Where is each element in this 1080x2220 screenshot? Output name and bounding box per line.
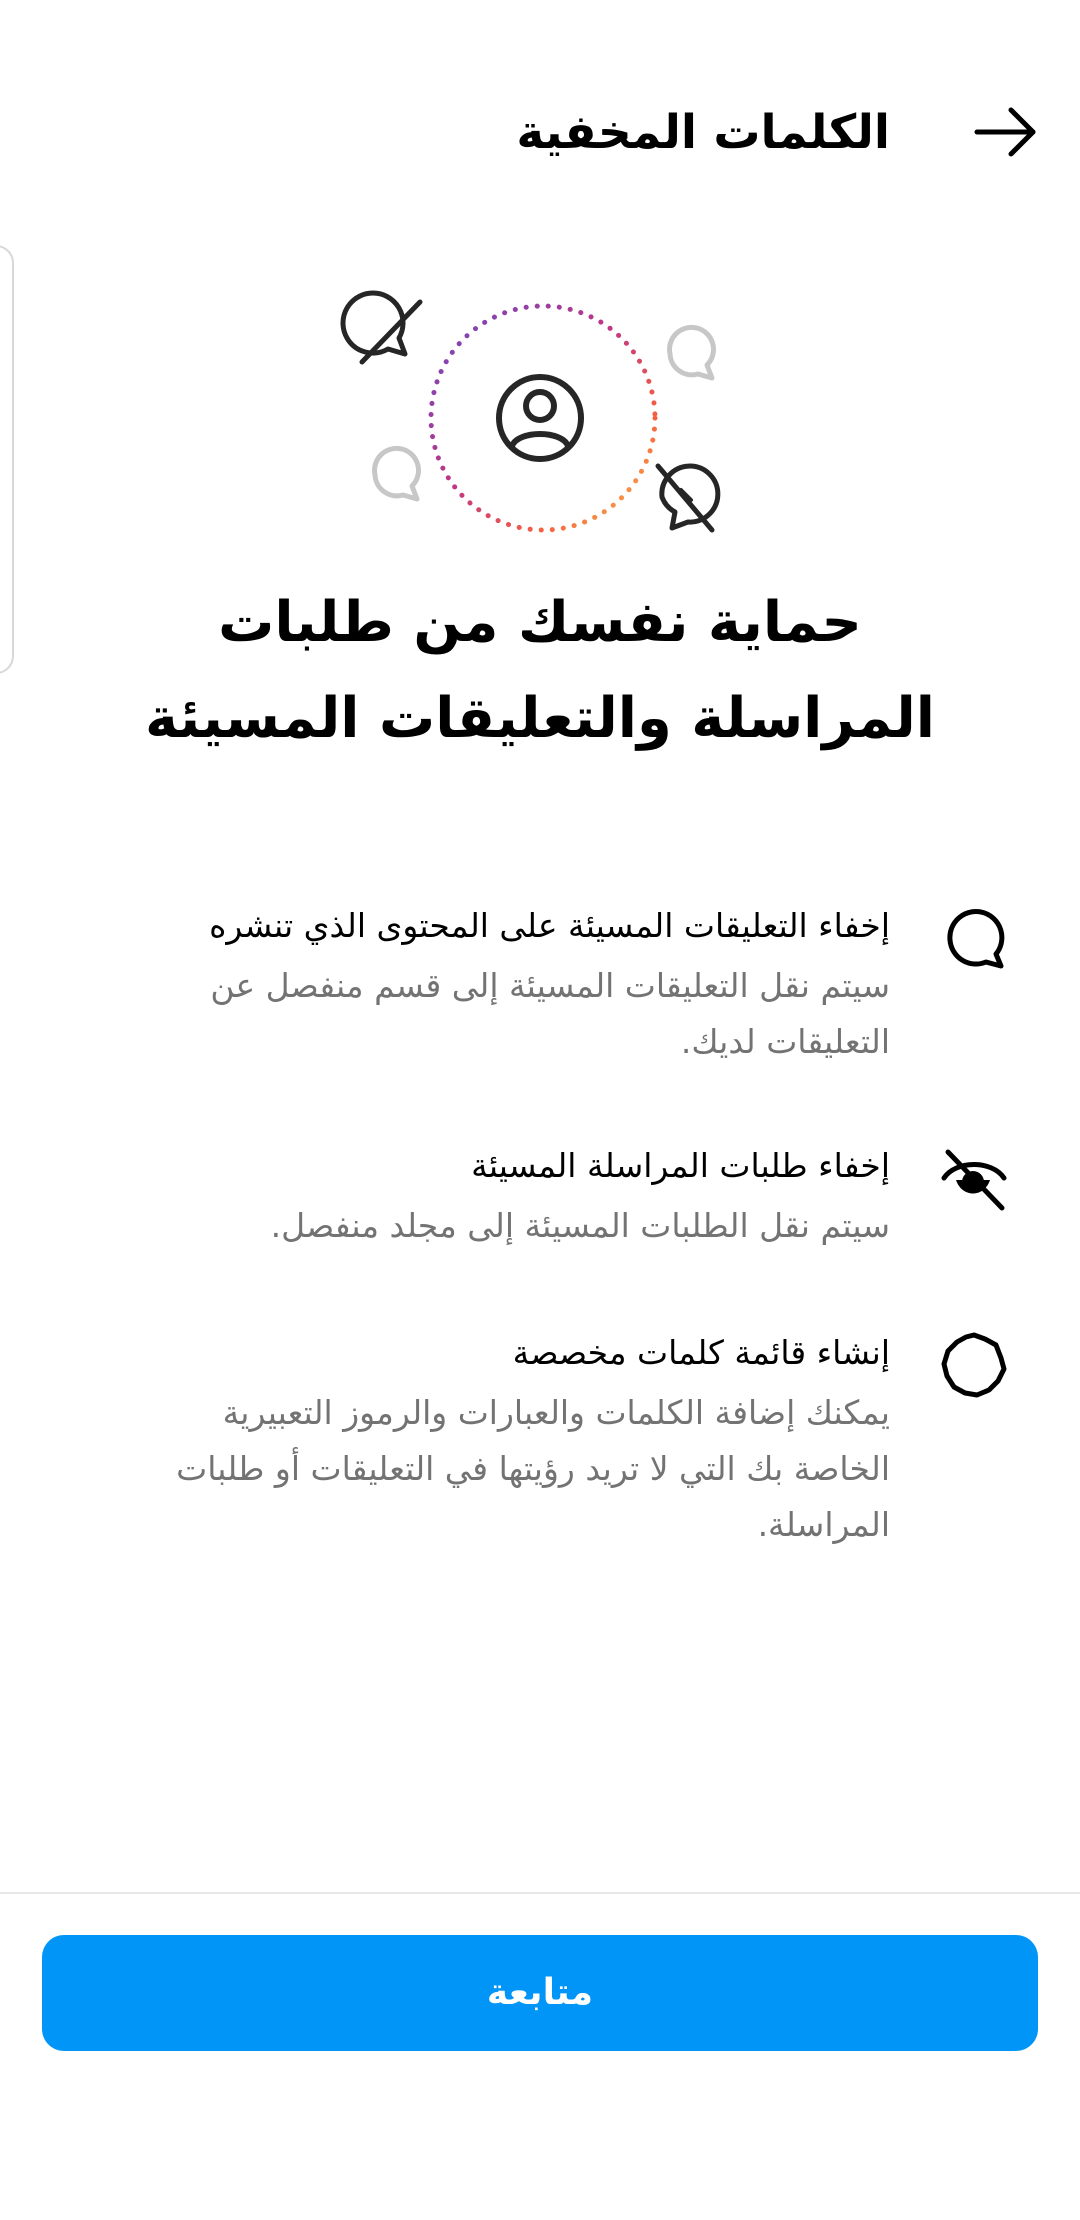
feature-title: إخفاء طلبات المراسلة المسيئة <box>471 1146 890 1185</box>
feature-hide-comments <box>50 898 1010 1078</box>
gear-icon <box>938 1329 1010 1401</box>
continue-button[interactable]: متابعة <box>42 1935 1038 2051</box>
feature-description: سيتم نقل الطلبات المسيئة إلى مجلد منفصل. <box>270 1206 890 1245</box>
message-off-icon <box>658 466 718 530</box>
feature-description: يمكنك إضافة الكلمات والعبارات والرموز التعبيرية الخاصة بك التي لا تريد رؤيتها في التعليقات أو طلبات المراسلة. <box>176 1393 890 1544</box>
comment-icon <box>670 327 714 378</box>
footer-divider <box>0 1892 1080 1894</box>
hero-illustration <box>340 290 740 550</box>
headline <box>140 575 940 767</box>
headline-line-1: حماية نفسك من طلبات <box>218 590 862 655</box>
feature-description: سيتم نقل التعليقات المسيئة إلى قسم منفصل عن التعليقات لديك. <box>210 966 890 1061</box>
feature-title: إخفاء التعليقات المسيئة على المحتوى الذي تنشره <box>209 906 890 945</box>
header-bar <box>0 0 1080 270</box>
feature-title: إنشاء قائمة كلمات مخصصة <box>512 1333 890 1372</box>
comment-off-icon <box>343 293 420 362</box>
comment-icon <box>375 448 419 499</box>
back-button[interactable] <box>965 92 1045 172</box>
page-title: الكلمات المخفية <box>516 105 890 160</box>
headline-line-2: المراسلة والتعليقات المسيئة <box>145 686 935 751</box>
side-panel-handle[interactable] <box>0 245 14 674</box>
profile-icon <box>499 377 581 459</box>
feature-hide-message-requests <box>50 1138 1010 1268</box>
eye-off-icon <box>938 1142 1010 1214</box>
comment-icon <box>938 902 1010 974</box>
arrow-back-icon <box>965 92 1045 172</box>
feature-custom-word-list <box>50 1325 1010 1565</box>
